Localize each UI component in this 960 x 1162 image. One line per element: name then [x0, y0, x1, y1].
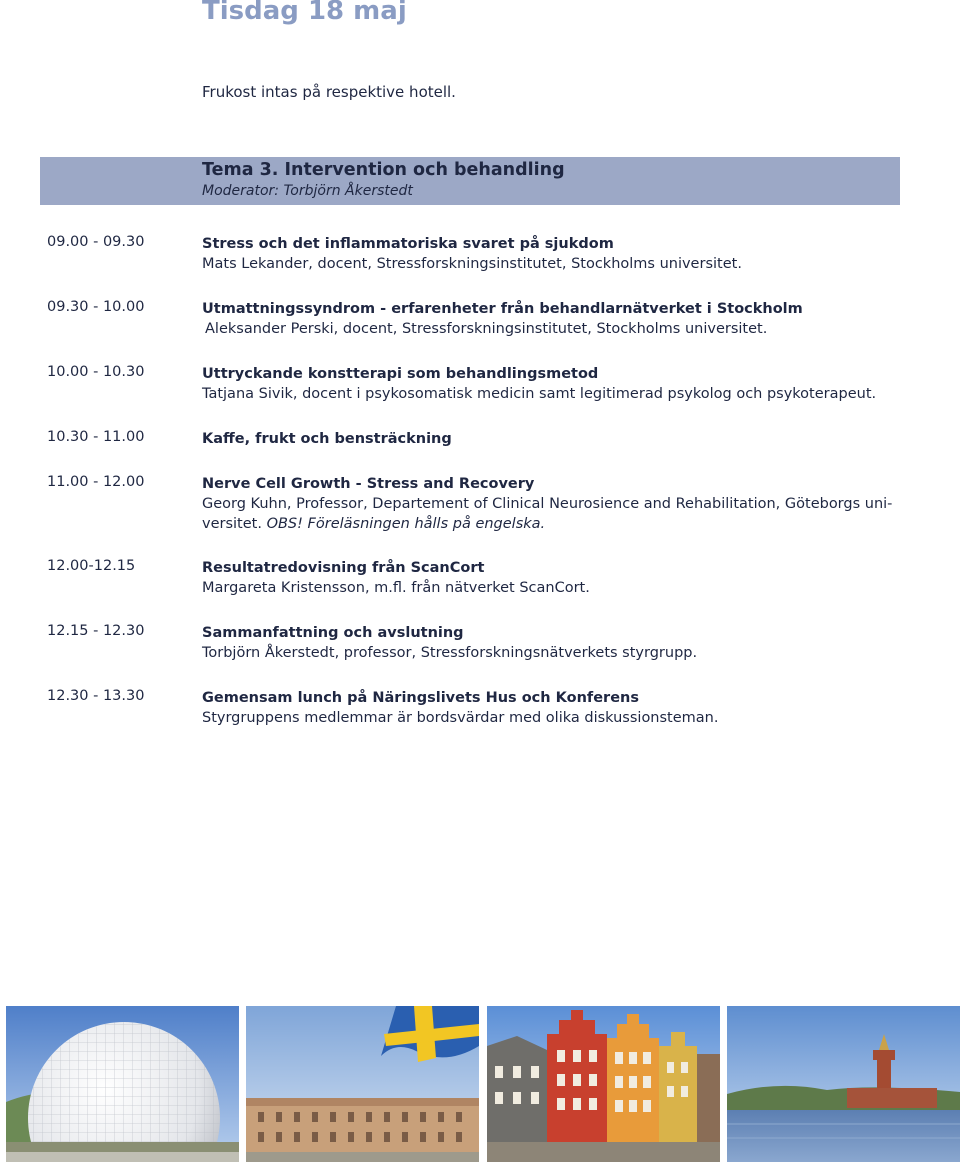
session-title: Utmattningssyndrom - erfarenheter från behandlarnätverket i Stockholm — [202, 301, 803, 317]
session-time: 12.30 - 13.30 — [47, 688, 145, 704]
session-title: Sammanfattning och avslutning — [202, 625, 464, 641]
day-title: Tisdag 18 maj — [202, 0, 407, 26]
session-title: Resultatredovisning från ScanCort — [202, 560, 485, 576]
session-title: Nerve Cell Growth - Stress and Recovery — [202, 476, 535, 492]
session-time: 11.00 - 12.00 — [47, 474, 145, 490]
session-speaker: Margareta Kristensson, m.fl. från nätverket ScanCort. — [202, 580, 590, 596]
session-title: Uttryckande konstterapi som behandlingsmetod — [202, 366, 599, 382]
session-time: 09.30 - 10.00 — [47, 299, 145, 315]
session-speaker: Aleksander Perski, docent, Stressforskningsinstitutet, Stockholms universitet. — [205, 321, 768, 337]
session-speaker: Mats Lekander, docent, Stressforskningsinstitutet, Stockholms universitet. — [202, 256, 742, 272]
session-speaker-continued — [202, 514, 892, 534]
language-note: OBS! Föreläsningen hålls på engelska. — [266, 516, 546, 532]
photo-swedish-flag-palace — [246, 1006, 479, 1162]
session-time: 10.00 - 10.30 — [47, 364, 145, 380]
session-time: 12.00-12.15 — [47, 558, 136, 574]
session-title: Gemensam lunch på Näringslivets Hus och Konferens — [202, 690, 639, 706]
breakfast-note: Frukost intas på respektive hotell. — [202, 83, 456, 101]
theme-banner — [40, 157, 900, 205]
session-time: 10.30 - 11.00 — [47, 429, 145, 445]
session-speaker: Styrgruppens medlemmar är bordsvärdar med olika diskussionsteman. — [202, 710, 719, 726]
session-speaker: Torbjörn Åkerstedt, professor, Stressforskningsnätverkets styrgrupp. — [202, 645, 698, 661]
photo-city-hall-waterfront — [727, 1006, 960, 1162]
photo-old-town-houses — [487, 1006, 720, 1162]
session-title: Kaffe, frukt och bensträckning — [202, 431, 452, 447]
session-time: 09.00 - 09.30 — [47, 234, 145, 250]
photo-globe-arena — [6, 1006, 239, 1162]
photo-strip — [0, 1006, 960, 1162]
theme-moderator: Moderator: Torbjörn Åkerstedt — [202, 183, 413, 199]
session-speaker: Georg Kuhn, Professor, Departement of Clinical Neurosience and Rehabilitation, Göteborgs uni- — [202, 496, 893, 512]
session-title: Stress och det inflammatoriska svaret på sjukdom — [202, 236, 614, 252]
session-time: 12.15 - 12.30 — [47, 623, 145, 639]
speaker-affiliation-end: versitet. — [202, 516, 267, 532]
session-speaker: Tatjana Sivik, docent i psykosomatisk medicin samt legitimerad psykolog och psykoterapeut. — [202, 386, 877, 402]
theme-title: Tema 3. Intervention och behandling — [202, 160, 565, 180]
